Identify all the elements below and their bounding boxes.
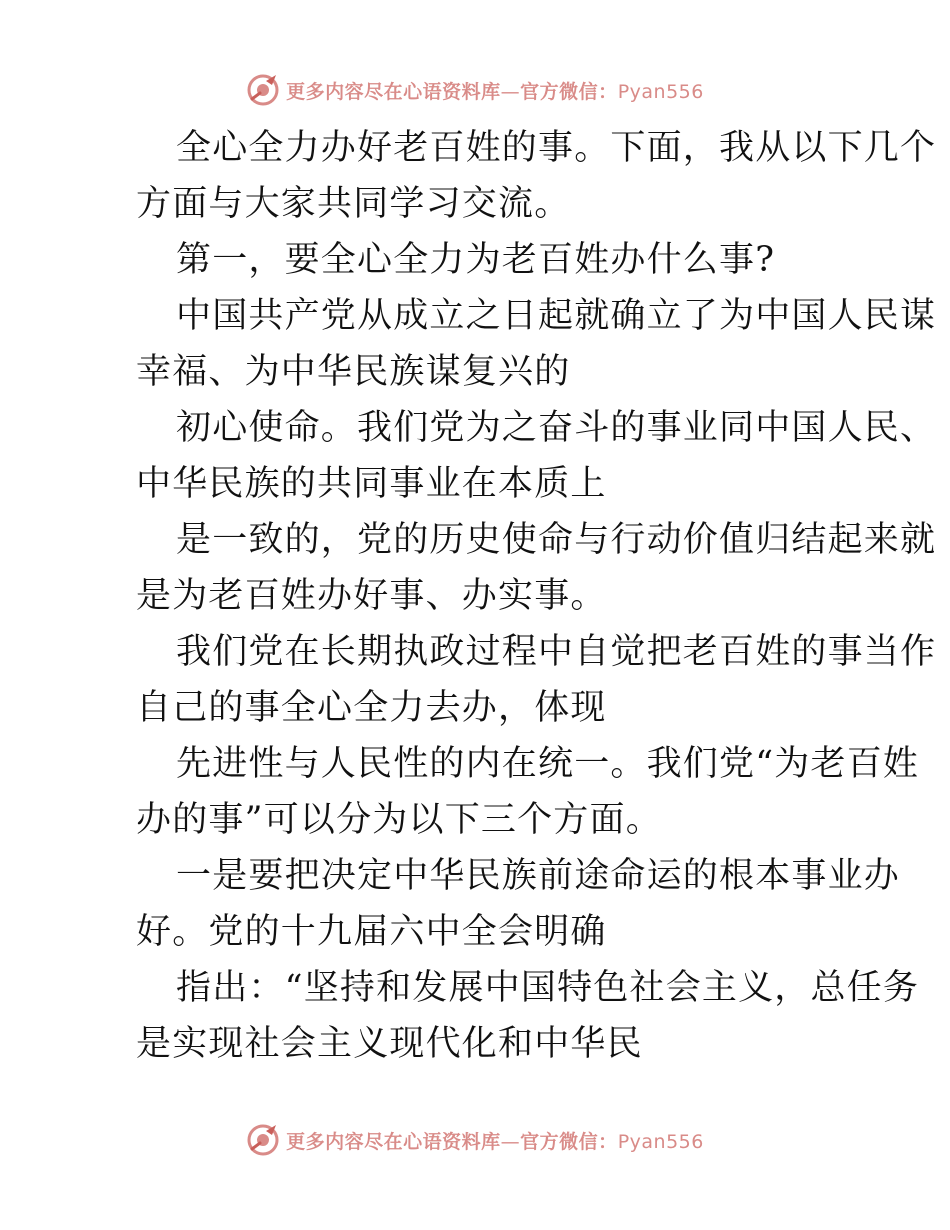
text-line: 全心全力办好老百姓的事。下面，我从以下几个	[176, 128, 937, 168]
watermark-official-label: 官方微信：	[520, 80, 618, 103]
text-line: 我们党在长期执政过程中自觉把老百姓的事当作	[176, 632, 937, 672]
logo-icon	[246, 73, 280, 107]
paragraph	[96, 120, 937, 232]
text-line: 指出：“坚持和发展中国特色社会主义，总任务	[176, 968, 920, 1008]
text-line: 先进性与人民性的内在统一。我们党“为老百姓	[176, 744, 920, 784]
watermark-text	[286, 1127, 704, 1154]
text-line: 方面与大家共同学习交流。	[136, 184, 571, 224]
watermark-separator: —	[500, 1130, 521, 1153]
watermark-title: 更多内容尽在心语资料库	[286, 80, 501, 103]
watermark-text	[286, 77, 704, 104]
paragraph	[96, 624, 937, 736]
watermark-wechat-id: Pyan556	[617, 1130, 704, 1153]
paragraph	[96, 512, 937, 624]
text-line: 初心使命。我们党为之奋斗的事业同中国人民、	[176, 408, 937, 448]
header-watermark	[0, 70, 950, 110]
text-line: 第一，要全心全力为老百姓办什么事?	[176, 240, 776, 280]
paragraph	[96, 288, 937, 400]
paragraph	[96, 960, 920, 1072]
text-line: 是一致的，党的历史使命与行动价值归结起来就	[176, 520, 937, 560]
text-line: 好。党的十九届六中全会明确	[136, 912, 607, 952]
document-body	[96, 120, 937, 1072]
text-line: 自己的事全心全力去办，体现	[136, 688, 607, 728]
text-line: 是实现社会主义现代化和中华民	[136, 1024, 643, 1064]
text-line: 幸福、为中华民族谋复兴的	[136, 352, 571, 392]
paragraph	[96, 736, 920, 848]
text-line: 是为老百姓办好事、办实事。	[136, 576, 607, 616]
watermark-official-label: 官方微信：	[520, 1130, 618, 1153]
paragraph	[96, 848, 901, 960]
watermark-wechat-id: Pyan556	[617, 80, 704, 103]
text-line: 办的事”可以分为以下三个方面。	[136, 800, 662, 840]
paragraph	[96, 400, 937, 512]
watermark-separator: —	[500, 80, 521, 103]
footer-watermark	[0, 1120, 950, 1160]
text-line: 一是要把决定中华民族前途命运的根本事业办	[176, 856, 901, 896]
watermark-title: 更多内容尽在心语资料库	[286, 1130, 501, 1153]
text-line: 中国共产党从成立之日起就确立了为中国人民谋	[176, 296, 937, 336]
logo-icon	[246, 1123, 280, 1157]
paragraph	[96, 232, 856, 288]
text-line: 中华民族的共同事业在本质上	[136, 464, 607, 504]
